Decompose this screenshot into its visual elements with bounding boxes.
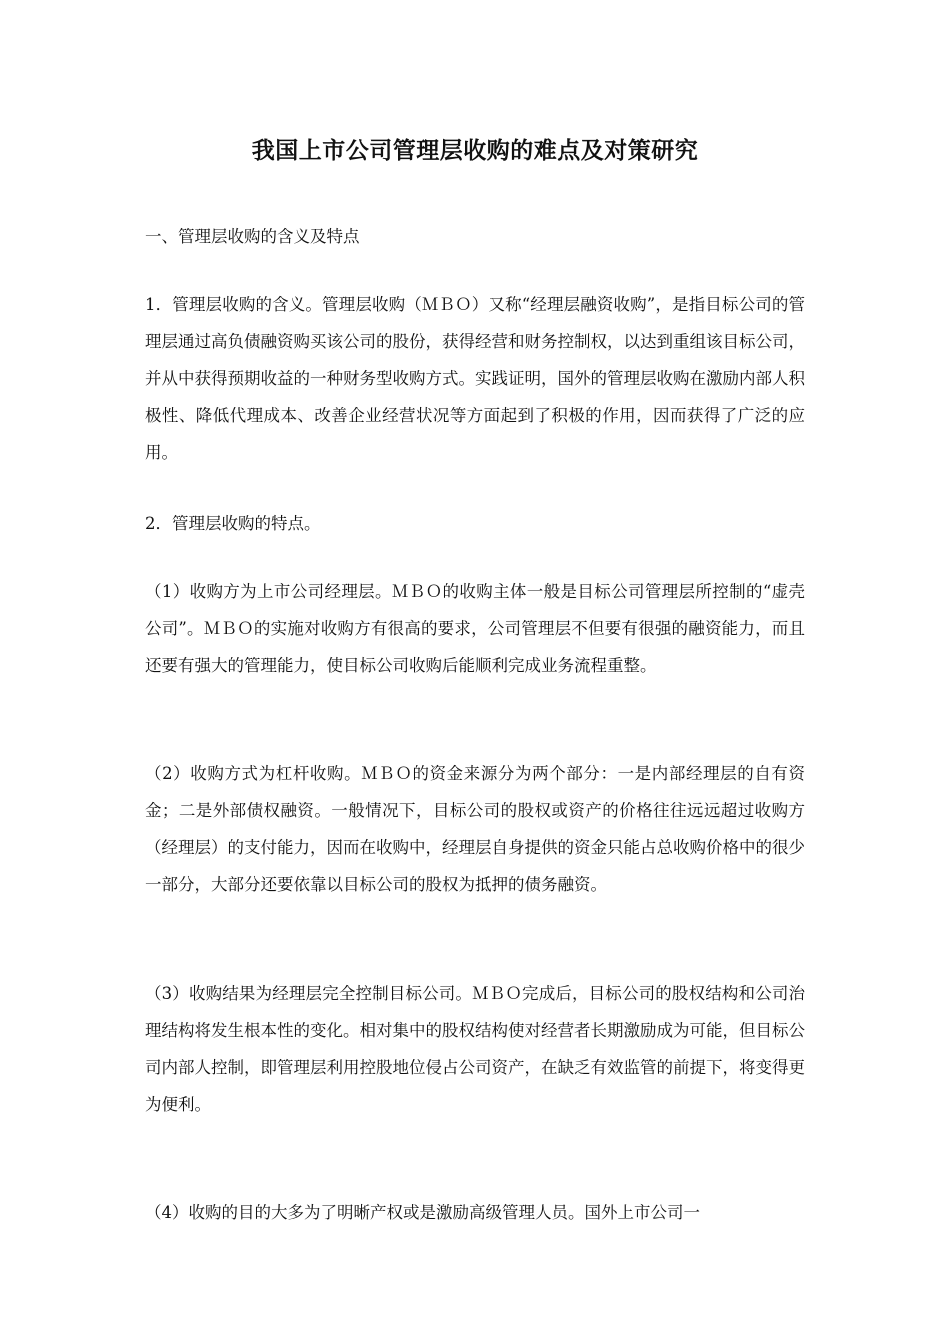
paragraph-mbo-features-heading: 2．管理层收购的特点。	[145, 514, 321, 533]
section-heading: 一、管理层收购的含义及特点	[145, 227, 360, 246]
paragraph-feature-4: （4）收购的目的大多为了明晰产权或是激励高级管理人员。国外上市公司一	[145, 1203, 700, 1222]
paragraph-feature-3: （3）收购结果为经理层完全控制目标公司。ＭＢＯ完成后，目标公司的股权结构和公司治理结构将发生根本性的变化。相对集中的股权结构使对经营者长期激励成为可能，但目标公司内部人控制，即管理层利用控股地位侵占公司资产，在缺乏有效监管的前提下，将变得更为便利。	[145, 984, 805, 1114]
paragraph-feature-2: （2）收购方式为杠杆收购。ＭＢＯ的资金来源分为两个部分：一是内部经理层的自有资金；二是外部债权融资。一般情况下，目标公司的股权或资产的价格往往远远超过收购方（经理层）的支付能力，因而在收购中，经理层自身提供的资金只能占总收购价格中的很少一部分，大部分还要依靠以目标公司的股权为抵押的债务融资。	[145, 764, 805, 894]
paragraph-feature-1: （1）收购方为上市公司经理层。ＭＢＯ的收购主体一般是目标公司管理层所控制的“虚壳公司”。ＭＢＯ的实施对收购方有很高的要求，公司管理层不但要有很强的融资能力，而且还要有强大的管理能力，使目标公司收购后能顺利完成业务流程重整。	[145, 582, 805, 675]
paragraph-mbo-definition: 1．管理层收购的含义。管理层收购（ＭＢＯ）又称“经理层融资收购”，是指目标公司的管理层通过高负债融资购买该公司的股份，获得经营和财务控制权，以达到重组该目标公司，并从中获得预期收益的一种财务型收购方式。实践证明，国外的管理层收购在激励内部人积极性、降低代理成本、改善企业经营状况等方面起到了积极的作用，因而获得了广泛的应用。	[145, 295, 805, 462]
document-title: 我国上市公司管理层收购的难点及对策研究	[251, 137, 699, 164]
